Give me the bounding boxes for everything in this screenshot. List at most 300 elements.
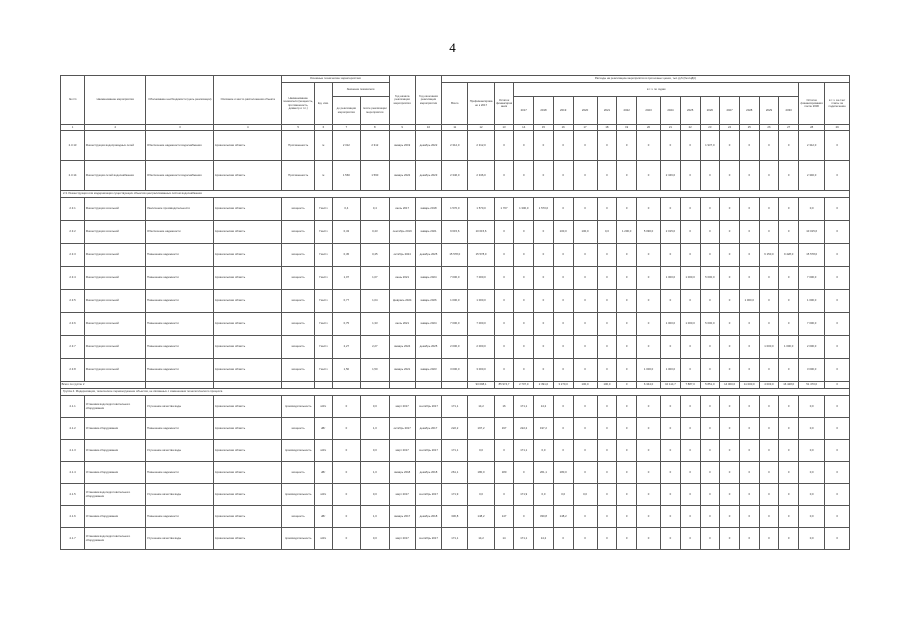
table-cell: 0,43 bbox=[361, 221, 389, 244]
table-cell: 2 346,0 bbox=[799, 161, 825, 191]
table-cell: 0 bbox=[700, 462, 720, 484]
table-cell: 3 000,0 bbox=[799, 359, 825, 382]
table-cell: 0 bbox=[573, 506, 597, 528]
table-cell: 0 bbox=[680, 244, 700, 267]
header-year: 2024 bbox=[661, 97, 681, 125]
table-cell: 180,0 bbox=[468, 462, 494, 484]
table-cell: 0,0 bbox=[799, 462, 825, 484]
investment-program-table-sheet bbox=[60, 75, 850, 550]
header-year: 2020 bbox=[573, 97, 597, 125]
header-cell: в т.ч. за счет платы за подключение bbox=[825, 83, 850, 125]
header-cell: Остаток финансирования bbox=[494, 83, 514, 125]
table-cell: 0 bbox=[617, 418, 637, 440]
table-cell: 1,0 bbox=[361, 462, 389, 484]
table-cell: 0 bbox=[700, 484, 720, 506]
table-cell: Обеспечение надежности bbox=[146, 221, 214, 244]
table-cell: 0 bbox=[597, 131, 617, 161]
table-cell: 0 bbox=[597, 161, 617, 191]
table-cell: 2 346,0 bbox=[442, 161, 468, 191]
table-cell: декабрь 2025 bbox=[415, 244, 441, 267]
table-cell: 0 bbox=[514, 313, 534, 336]
table-cell: 0 bbox=[617, 359, 637, 382]
table-cell: 14,2 bbox=[468, 528, 494, 550]
table-cell: 0,0 bbox=[361, 528, 389, 550]
table-cell: 0,0 bbox=[799, 396, 825, 418]
table-cell: 0 bbox=[661, 462, 681, 484]
table-cell: Реконструкция котельной bbox=[85, 198, 146, 221]
table-cell: 0 bbox=[739, 336, 759, 359]
table-cell: 0,0 bbox=[553, 484, 573, 506]
table-cell: мощность bbox=[282, 313, 315, 336]
table-cell: 0 bbox=[825, 462, 850, 484]
table-cell: 0 bbox=[573, 528, 597, 550]
table-cell: 0 bbox=[617, 396, 637, 418]
table-cell: 1,07 bbox=[332, 267, 360, 290]
total-cell: 10 114,7 bbox=[661, 382, 681, 389]
total-cell: 100,0 bbox=[573, 382, 597, 389]
table-cell: 0 bbox=[553, 336, 573, 359]
table-cell: декабрь 2023 bbox=[415, 161, 441, 191]
table-cell: 0 bbox=[573, 440, 597, 462]
table-cell: Повышение надежности bbox=[146, 244, 214, 267]
table-cell: 0 bbox=[637, 198, 661, 221]
total-cell bbox=[361, 382, 389, 389]
table-cell: 0 bbox=[759, 267, 779, 290]
table-cell: 0 bbox=[779, 267, 799, 290]
table-cell: 0 bbox=[597, 336, 617, 359]
table-cell: 0 bbox=[534, 244, 554, 267]
table-cell: 2 312 bbox=[332, 131, 360, 161]
table-cell: 0 bbox=[573, 131, 597, 161]
table-cell: 0 bbox=[739, 131, 759, 161]
table-cell: Гкал/ч bbox=[315, 221, 333, 244]
table-cell: 1,0 bbox=[361, 506, 389, 528]
table-cell: 0 bbox=[494, 484, 514, 506]
table-cell: 0 bbox=[720, 161, 740, 191]
table-cell: Гкал/ч bbox=[315, 290, 333, 313]
table-cell: Архангельская область bbox=[214, 221, 282, 244]
table-cell: 0 bbox=[573, 244, 597, 267]
table-cell: январь 2022 bbox=[389, 161, 415, 191]
table-cell: Установка оборудования bbox=[85, 418, 146, 440]
table-cell: 0 bbox=[514, 336, 534, 359]
table-cell: 2.3.3 bbox=[61, 244, 85, 267]
table-cell: 1 000,0 bbox=[468, 290, 494, 313]
table-cell: Архангельская область bbox=[214, 418, 282, 440]
table-cell: 14,2 bbox=[534, 396, 554, 418]
table-cell: Реконструкция котельной bbox=[85, 221, 146, 244]
table-cell: 2,27 bbox=[361, 336, 389, 359]
table-cell: кВт bbox=[315, 506, 333, 528]
table-cell: 0,0 bbox=[534, 440, 554, 462]
table-cell: Архангельская область bbox=[214, 462, 282, 484]
table-cell: 0 bbox=[661, 528, 681, 550]
total-cell: 2 707,0 bbox=[514, 382, 534, 389]
table-cell: Реконструкция сетей водоснабжения bbox=[85, 161, 146, 191]
table-cell: 0 bbox=[597, 198, 617, 221]
table-cell: Архангельская область bbox=[214, 484, 282, 506]
table-cell: 0 bbox=[637, 244, 661, 267]
table-cell: март 2017 bbox=[389, 440, 415, 462]
table-cell: 15 578,0 bbox=[799, 244, 825, 267]
table-cell: 0,0 bbox=[799, 418, 825, 440]
column-number-cell: 24 bbox=[720, 125, 740, 131]
table-cell: 0 bbox=[573, 418, 597, 440]
table-cell: 4.1.3 bbox=[61, 440, 85, 462]
table-cell: 0 bbox=[779, 506, 799, 528]
table-cell: 0 bbox=[617, 506, 637, 528]
table-cell: декабрь 2018 bbox=[415, 506, 441, 528]
table-cell: январь 2018 bbox=[389, 462, 415, 484]
column-number-cell: 5 bbox=[282, 125, 315, 131]
table-cell: 1,50 bbox=[361, 359, 389, 382]
table-cell: Гкал/ч bbox=[315, 336, 333, 359]
table-cell: 5 090,0 bbox=[637, 221, 661, 244]
table-cell: м3/ч bbox=[315, 484, 333, 506]
header-year: 2022 bbox=[617, 97, 637, 125]
header-year: 2029 bbox=[759, 97, 779, 125]
column-number-cell: 22 bbox=[680, 125, 700, 131]
table-cell: 0 bbox=[494, 440, 514, 462]
table-cell: 0 bbox=[573, 336, 597, 359]
table-cell: 0,0 bbox=[799, 506, 825, 528]
table-cell: 1 000,0 bbox=[680, 313, 700, 336]
column-number-cell: 19 bbox=[617, 125, 637, 131]
header-group-values: Значение показателя bbox=[332, 83, 389, 97]
total-cell: 5 851,0 bbox=[700, 382, 720, 389]
table-cell: 0 bbox=[700, 161, 720, 191]
table-cell: Архангельская область bbox=[214, 396, 282, 418]
table-cell: Установка оборудования bbox=[85, 506, 146, 528]
table-cell: 2.3.8 bbox=[61, 359, 85, 382]
table-cell: 0,0 bbox=[361, 484, 389, 506]
table-cell: 16 bbox=[494, 396, 514, 418]
table-cell: 171,9 bbox=[514, 484, 534, 506]
table-cell: 0,45 bbox=[361, 244, 389, 267]
table-cell: 0 bbox=[661, 418, 681, 440]
section-title: Группа 4. Модернизация, техническое перевооружение объектов, не связанных с изменением технологического процесса bbox=[61, 389, 850, 396]
table-row bbox=[61, 290, 850, 313]
table-cell: 0 bbox=[553, 396, 573, 418]
table-cell: 0 bbox=[637, 396, 661, 418]
table-cell: Улучшение качества воды bbox=[146, 484, 214, 506]
table-cell: октябрь 2024 bbox=[389, 244, 415, 267]
table-cell: 1 937,0 bbox=[700, 131, 720, 161]
header-cell: до реализации мероприятия bbox=[332, 97, 360, 125]
table-cell: 0 bbox=[573, 290, 597, 313]
table-cell: 0 bbox=[637, 528, 661, 550]
table-header bbox=[61, 76, 850, 125]
table-cell: 0 bbox=[534, 131, 554, 161]
table-cell: 0 bbox=[720, 313, 740, 336]
table-cell: 0,0 bbox=[361, 440, 389, 462]
table-cell: 0 bbox=[514, 131, 534, 161]
table-cell: 0 bbox=[617, 462, 637, 484]
table-cell: 2.3.14 bbox=[61, 161, 85, 191]
table-cell: 1 570,0 bbox=[534, 198, 554, 221]
table-cell: 0,77 bbox=[332, 290, 360, 313]
table-cell: мощность bbox=[282, 418, 315, 440]
column-number-cell: 14 bbox=[514, 125, 534, 131]
total-label: Всего по группе 2 bbox=[61, 382, 146, 389]
table-cell: 0 bbox=[637, 131, 661, 161]
table-cell: 0 bbox=[597, 462, 617, 484]
table-cell: 0 bbox=[637, 313, 661, 336]
table-cell: 0 bbox=[779, 396, 799, 418]
table-cell: Гкал/ч bbox=[315, 198, 333, 221]
table-row bbox=[61, 336, 850, 359]
table-row bbox=[61, 161, 850, 191]
table-cell: 0 bbox=[661, 506, 681, 528]
table-cell: 0 bbox=[534, 336, 554, 359]
table-cell: 0 bbox=[720, 244, 740, 267]
table-cell: 0 bbox=[680, 336, 700, 359]
table-cell: 0 bbox=[700, 244, 720, 267]
total-cell: 0 bbox=[617, 382, 637, 389]
column-number-cell: 29 bbox=[825, 125, 850, 131]
table-cell: 1 570,0 bbox=[442, 198, 468, 221]
table-cell: 0 bbox=[617, 244, 637, 267]
table-cell: 2 346,0 bbox=[468, 161, 494, 191]
table-cell: 0 bbox=[573, 313, 597, 336]
table-cell: 0 bbox=[779, 528, 799, 550]
header-cell: Год окончания реализации мероприятия bbox=[415, 76, 441, 125]
table-cell: 10 015,6 bbox=[799, 221, 825, 244]
table-cell: январь 2023 bbox=[415, 359, 441, 382]
table-cell: Реконструкция котельной bbox=[85, 244, 146, 267]
header-year: 2019 bbox=[553, 97, 573, 125]
table-cell: сентябрь 2019 bbox=[389, 221, 415, 244]
table-cell: 0 bbox=[514, 161, 534, 191]
table-cell: 261,1 bbox=[534, 462, 554, 484]
table-cell: Установка водоподготовительного оборудования bbox=[85, 484, 146, 506]
table-cell: 0 bbox=[720, 359, 740, 382]
table-cell: Архангельская область bbox=[214, 244, 282, 267]
column-number-cell: 9 bbox=[389, 125, 415, 131]
table-cell: 2,27 bbox=[332, 336, 360, 359]
total-cell: 51 470,0 bbox=[799, 382, 825, 389]
table-cell: 0 bbox=[720, 221, 740, 244]
header-group-by-years: в т.ч. по годам bbox=[514, 83, 799, 97]
table-cell: 0 bbox=[700, 440, 720, 462]
table-cell: 0 bbox=[494, 336, 514, 359]
total-cell: 6 344,0 bbox=[637, 382, 661, 389]
table-cell: 0 bbox=[680, 528, 700, 550]
table-cell: 0 bbox=[661, 396, 681, 418]
table-cell: март 2017 bbox=[389, 528, 415, 550]
table-cell: 0 bbox=[720, 484, 740, 506]
table-cell: 14,2 bbox=[534, 528, 554, 550]
header-year: 2030 bbox=[779, 97, 799, 125]
table-cell: 1,33 bbox=[361, 313, 389, 336]
table-cell: 222,2 bbox=[442, 418, 468, 440]
table-cell: 0 bbox=[514, 221, 534, 244]
table-cell: 2 312,0 bbox=[442, 131, 468, 161]
table-cell: 0 bbox=[597, 313, 617, 336]
table-cell: 0 bbox=[739, 244, 759, 267]
table-cell: 1 000,0 bbox=[661, 267, 681, 290]
table-cell: январь 2024 bbox=[415, 313, 441, 336]
table-cell: 0 bbox=[759, 131, 779, 161]
total-cell bbox=[315, 382, 333, 389]
column-number-cell: 16 bbox=[553, 125, 573, 131]
table-cell: 1 560 bbox=[332, 161, 360, 191]
table-cell: 330,8 bbox=[534, 506, 554, 528]
table-cell: производительность bbox=[282, 440, 315, 462]
table-cell: 0 bbox=[573, 396, 597, 418]
table-cell: 0 bbox=[759, 198, 779, 221]
table-cell: 0 bbox=[759, 484, 779, 506]
table-cell: 0 bbox=[494, 221, 514, 244]
table-row bbox=[61, 484, 850, 506]
table-cell: 2 312,0 bbox=[468, 131, 494, 161]
total-cell: 14 000,0 bbox=[720, 382, 740, 389]
table-cell: мощность bbox=[282, 198, 315, 221]
total-cell: 0 bbox=[825, 382, 850, 389]
table-cell: мощность bbox=[282, 290, 315, 313]
table-cell: Архангельская область bbox=[214, 267, 282, 290]
table-cell: 0 bbox=[759, 290, 779, 313]
table-cell: 0 bbox=[514, 290, 534, 313]
table-cell: 0 bbox=[779, 198, 799, 221]
column-number-cell: 6 bbox=[315, 125, 333, 131]
table-cell: 0 bbox=[573, 198, 597, 221]
table-cell: 0 bbox=[779, 484, 799, 506]
total-cell: 11 000,0 bbox=[739, 382, 759, 389]
total-row bbox=[61, 382, 850, 389]
total-cell: 16 428,0 bbox=[779, 382, 799, 389]
table-cell: Увеличение производительности bbox=[146, 198, 214, 221]
table-cell: 0 bbox=[494, 359, 514, 382]
table-cell: 0 bbox=[720, 198, 740, 221]
table-cell: 0,0 bbox=[799, 528, 825, 550]
table-cell: 0 bbox=[700, 506, 720, 528]
table-cell: Реконструкция котельной bbox=[85, 290, 146, 313]
table-cell: 0 bbox=[720, 396, 740, 418]
table-cell: 4.1.5 bbox=[61, 484, 85, 506]
table-body bbox=[61, 125, 850, 550]
table-cell: 0 bbox=[680, 506, 700, 528]
table-cell: 0 bbox=[617, 484, 637, 506]
table-cell: 0 bbox=[553, 198, 573, 221]
table-cell: 0 bbox=[779, 161, 799, 191]
column-number-cell: 28 bbox=[799, 125, 825, 131]
table-cell: 0 bbox=[332, 440, 360, 462]
table-cell: 0 bbox=[779, 359, 799, 382]
table-cell: 0 bbox=[534, 290, 554, 313]
table-cell: 0,75 bbox=[332, 313, 360, 336]
table-cell: 0 bbox=[494, 131, 514, 161]
header-cell: Год начала реализации мероприятия bbox=[389, 76, 415, 125]
table-cell: 1 000,0 bbox=[442, 290, 468, 313]
table-cell: 0 bbox=[332, 484, 360, 506]
column-number-cell: 21 bbox=[661, 125, 681, 131]
table-cell: 1 000,0 bbox=[661, 359, 681, 382]
table-cell: 0 bbox=[637, 506, 661, 528]
header-cell: Всего bbox=[442, 83, 468, 125]
header-cell: Наименование показателя (мощность, протяженность, диаметр и т.п.) bbox=[282, 83, 315, 125]
table-cell: январь 2026 bbox=[415, 290, 441, 313]
header-cell: Профинансировано к 2017 bbox=[468, 83, 494, 125]
table-cell: 0 bbox=[332, 418, 360, 440]
page-number: 4 bbox=[449, 40, 456, 55]
table-cell: 0 bbox=[720, 336, 740, 359]
table-cell: Обеспечение надежности водоснабжения bbox=[146, 161, 214, 191]
table-cell: 0 bbox=[597, 267, 617, 290]
table-cell: мощность bbox=[282, 244, 315, 267]
table-cell: 0 bbox=[759, 396, 779, 418]
table-cell: 0 bbox=[825, 313, 850, 336]
table-cell: 0 bbox=[637, 462, 661, 484]
table-cell: 1,04 bbox=[361, 290, 389, 313]
table-cell: Реконструкция котельной bbox=[85, 313, 146, 336]
table-cell: 148,2 bbox=[553, 506, 573, 528]
table-cell: 0 bbox=[494, 290, 514, 313]
total-cell bbox=[146, 382, 214, 389]
table-cell: январь 2018 bbox=[415, 198, 441, 221]
table-cell: 7 000,0 bbox=[799, 313, 825, 336]
total-cell bbox=[332, 382, 360, 389]
table-cell: 6 150,0 bbox=[759, 244, 779, 267]
table-cell: Обеспечение надежности водоснабжения bbox=[146, 131, 214, 161]
header-year: 2027 bbox=[720, 97, 740, 125]
table-cell: 0 bbox=[514, 462, 534, 484]
header-year: 2025 bbox=[680, 97, 700, 125]
header-year: 2018 bbox=[534, 97, 554, 125]
table-cell: март 2017 bbox=[389, 484, 415, 506]
table-cell: 147 bbox=[494, 506, 514, 528]
table-cell: производительность bbox=[282, 484, 315, 506]
column-number-cell: 25 bbox=[739, 125, 759, 131]
table-cell: 0 bbox=[739, 313, 759, 336]
header-cell: Обоснование необходимости (цель реализации) bbox=[146, 76, 214, 125]
table-cell: мощность bbox=[282, 221, 315, 244]
section-row bbox=[61, 191, 850, 198]
table-row bbox=[61, 506, 850, 528]
table-cell: 0 bbox=[597, 440, 617, 462]
table-cell: Архангельская область bbox=[214, 506, 282, 528]
table-cell: 0 bbox=[739, 440, 759, 462]
table-cell: 1 560 bbox=[361, 161, 389, 191]
column-number-cell: 23 bbox=[700, 125, 720, 131]
table-cell: январь 2024 bbox=[389, 336, 415, 359]
table-cell: 0 bbox=[720, 440, 740, 462]
table-cell: декабрь 2018 bbox=[415, 462, 441, 484]
header-cell: после реализации мероприятия bbox=[361, 97, 389, 125]
table-cell: 0 bbox=[661, 440, 681, 462]
table-cell: декабрь 2022 bbox=[415, 131, 441, 161]
table-cell: 2 000,0 bbox=[468, 336, 494, 359]
table-cell: декабрь 2025 bbox=[415, 336, 441, 359]
table-cell: м3/ч bbox=[315, 396, 333, 418]
column-number-cell: 11 bbox=[442, 125, 468, 131]
table-cell: Гкал/ч bbox=[315, 359, 333, 382]
table-cell: 171,1 bbox=[514, 396, 534, 418]
table-cell: Повышение надежности bbox=[146, 313, 214, 336]
column-number-cell: 17 bbox=[573, 125, 597, 131]
table-cell: 1 000,0 bbox=[637, 359, 661, 382]
table-cell: 0 bbox=[739, 418, 759, 440]
table-cell: 0 bbox=[534, 267, 554, 290]
table-cell: 14,2 bbox=[468, 396, 494, 418]
total-cell: 7 887,0 bbox=[680, 382, 700, 389]
header-year: 2026 bbox=[700, 97, 720, 125]
table-cell: 261,1 bbox=[442, 462, 468, 484]
table-cell: 0 bbox=[759, 313, 779, 336]
table-cell: 197,2 bbox=[534, 418, 554, 440]
table-cell: 0 bbox=[680, 221, 700, 244]
table-cell: 171,1 bbox=[442, 396, 468, 418]
